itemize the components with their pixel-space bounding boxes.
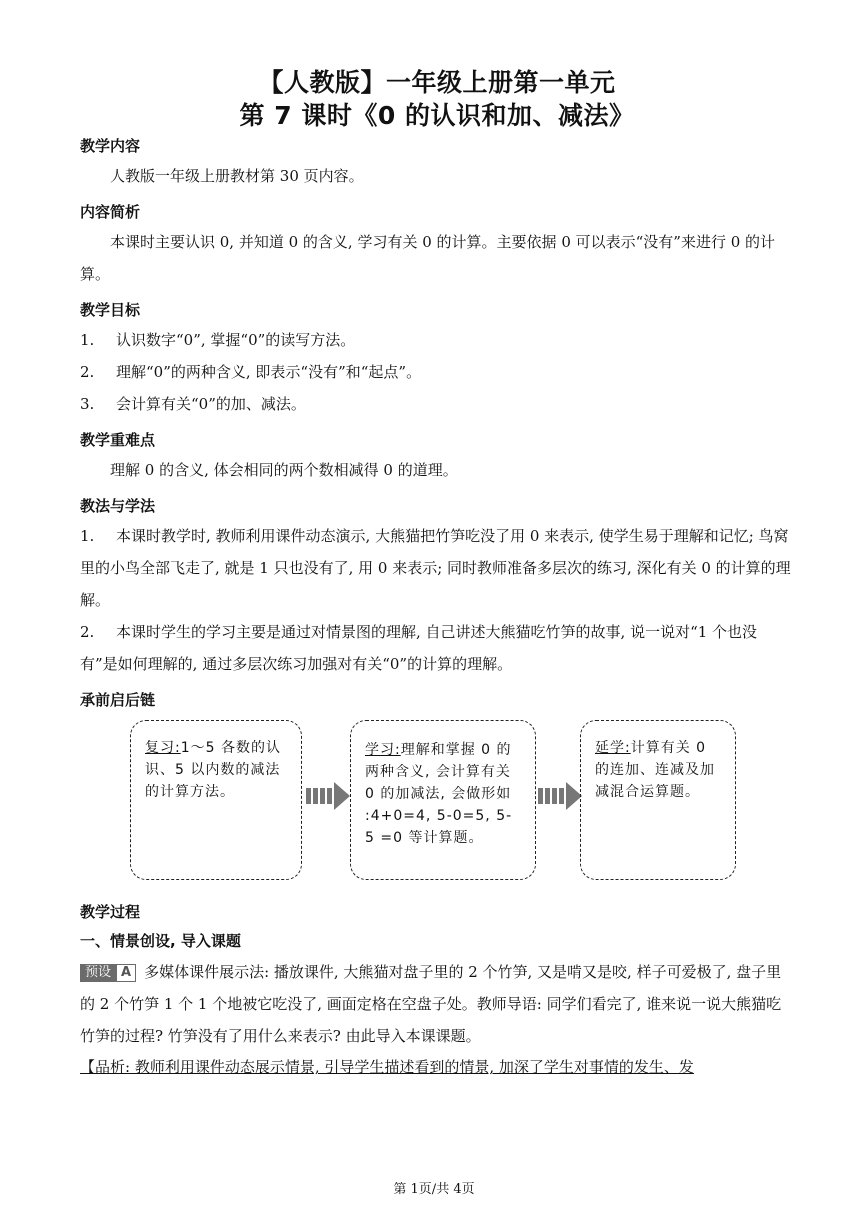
method-item: 2. 本课时学生的学习主要是通过对情景图的理解, 自己讲述大熊猫吃竹笋的故事, 说一说对“1 个也没有”是如何理解的, 通过多层次练习加强对有关“0”的计算的理解。 [80, 623, 758, 673]
review-text: 1～5 各数的认识、5 以内数的减法的计算方法。 [145, 740, 281, 800]
goal-item: 2. 理解“0”的两种含义, 即表示“没有”和“起点”。 [80, 363, 422, 381]
doc-title-line1: 【人教版】一年级上册第一单元 [258, 68, 616, 97]
method-item: 1. 本课时教学时, 教师利用课件动态演示, 大熊猫把竹笋吃没了用 0 来表示, 使学生易于理解和记忆; 鸟窝里的小鸟全部飞走了, 就是 1 只也没有了, 用 0 来表示; 同时教师准备多层次的练习, 深化有关 0 的计算的理解。 [80, 527, 791, 609]
process-section-1-text: 预设 A 多媒体课件展示法: 播放课件, 大熊猫对盘子里的 2 个竹笋, 又是啃又是咬, 样子可爱极了, 盘子里的 2 个竹笋 1 个 1 个地被它吃没了, 画面定格在空盘子处。教师导语: 同学们看完了, 谁来说一说大熊猫吃竹笋的过程? 竹笋没有了用什么来表示? 由此导入本课课题。 [80, 963, 782, 1045]
heading-content: 教学内容 [80, 137, 141, 155]
learn-box [350, 720, 536, 880]
striped-arrow-icon [538, 782, 582, 810]
process-section-1-title: 一、情景创设, 导入课题 [80, 932, 241, 950]
heading-goals: 教学目标 [80, 301, 141, 319]
content-text: 人教版一年级上册教材第 30 页内容。 [110, 167, 364, 185]
page-footer: 第 1页/共 4页 [393, 1182, 475, 1197]
document-page [80, 66, 794, 1082]
extend-text: 计算有关 0 的连加、连减及加减混合运算题。 [595, 740, 715, 800]
review-box [130, 720, 302, 880]
preset-tag: 预设 A [80, 964, 136, 982]
goal-item: 3. 会计算有关“0”的加、减法。 [80, 395, 306, 413]
analysis-text: 本课时主要认识 0, 并知道 0 的含义, 学习有关 0 的计算。主要依据 0 可以表示“没有”来进行 0 的计算。 [80, 233, 776, 283]
heading-analysis: 内容简析 [80, 203, 141, 221]
goal-item: 1. 认识数字“0”, 掌握“0”的读写方法。 [80, 331, 356, 349]
striped-arrow-icon [306, 782, 350, 810]
review-label: 复习: [145, 740, 181, 756]
key-points-text: 理解 0 的含义, 体会相同的两个数相减得 0 的道理。 [110, 461, 458, 479]
heading-key-points: 教学重难点 [80, 431, 156, 449]
link-chain [80, 720, 794, 892]
analysis-note: 【品析: 教师利用课件动态展示情景, 引导学生描述看到的情景, 加深了学生对事情的发生、发 [80, 1058, 694, 1076]
extend-label: 延学: [595, 740, 631, 756]
heading-process: 教学过程 [80, 903, 141, 921]
heading-methods: 教法与学法 [80, 497, 156, 515]
extend-box [580, 720, 736, 880]
learn-label: 学习: [365, 742, 401, 758]
heading-links: 承前启后链 [80, 691, 156, 709]
learn-text: 理解和掌握 0 的两种含义, 会计算有关 0 的加减法, 会做形如 :4+0=4, 5-0=5, 5-5 =0 等计算题。 [365, 742, 513, 846]
doc-title-line2: 第 7 课时《0 的认识和加、减法》 [239, 101, 635, 130]
